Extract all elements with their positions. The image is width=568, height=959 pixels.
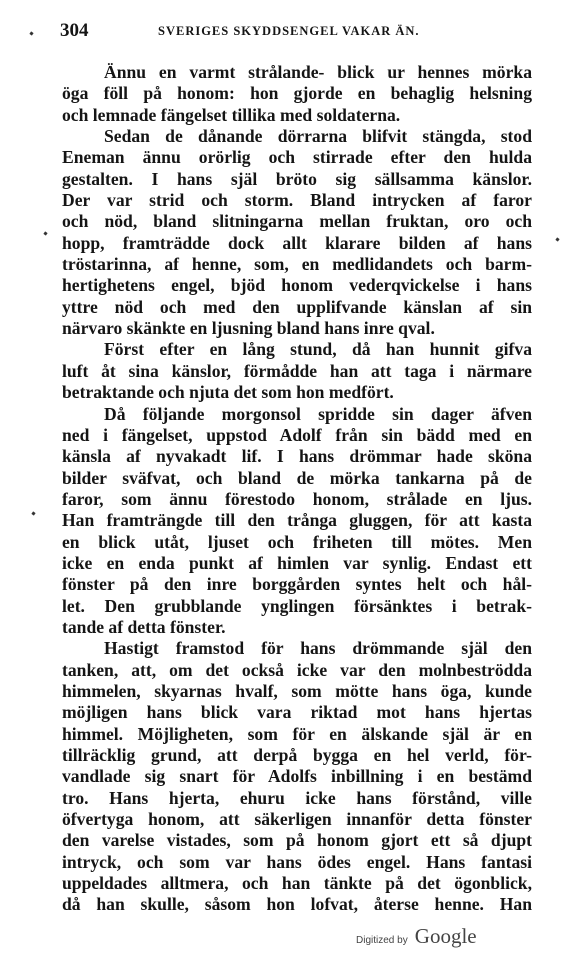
text-line: yttre nöd och med den upplifvande känslan af sin [62, 296, 532, 317]
text-line: Då följande morgonsol spridde sin dager äfven [104, 403, 532, 424]
text-line: Sedan de dånande dörrarna blifvit stängda, stod [104, 126, 532, 147]
text-line: intryck, och som var hans ödes engel. Hans fantasi [62, 851, 532, 872]
text-line: tanken, att, om det också icke var den molnbeströdda [62, 659, 532, 680]
text-line: en blick utåt, ljuset och friheten till mötes. Men [62, 531, 532, 552]
text-line: uppeldades alltmera, och han tänkte på det ögonblick, [62, 873, 532, 894]
text-line: och lemnade fängelset tillika med soldaterna. [62, 104, 401, 125]
text-line: tande af detta fönster. [62, 616, 226, 637]
text-line: bilder sväfvat, och bland de mörka tankarna på de [62, 467, 532, 488]
stray-mark [43, 231, 47, 235]
digitized-by-google [356, 924, 477, 948]
text-line: hertighetens engel, bjöd honom vederqvickelse i hans [62, 275, 532, 296]
body-text [62, 62, 532, 916]
running-head: SVERIGES SKYDDSENGEL VAKAR ÄN. [158, 24, 420, 38]
text-line: Hastigt framstod för hans drömmande själ den [104, 638, 532, 659]
text-line: Ännu en varmt strålande- blick ur hennes mörka [104, 62, 532, 82]
page-number: 304 [60, 20, 89, 41]
text-line: himmel. Möjligheten, som för en älskande själ är en [62, 723, 532, 744]
text-line: vandlade sig snart för Adolfs inbillning i en bestämd [62, 766, 532, 787]
stray-mark [31, 511, 35, 515]
text-line: den varelse vistades, som på honom gjort ett så djupt [62, 830, 532, 851]
text-line: gestalten. I hans själ bröto sig sällsamma känslor. [62, 168, 532, 189]
text-line: faror, som ännu förestodo honom, strålade en ljus. [62, 488, 532, 509]
text-line: känsla af nyvakadt lif. I hans drömmar hade sköna [62, 446, 532, 467]
text-line: hopp, framträdde dock allt klarare bilden af hans [62, 232, 532, 253]
text-line: tröstarinna, af henne, som, en medlidandets och barm- [62, 254, 532, 275]
text-line: då han skulle, såsom hon lofvat, återse henne. Han [62, 894, 532, 915]
text-line: betraktande och njuta det som hon medfört. [62, 382, 394, 403]
text-line: Eneman ännu orörlig och stirrade efter den hulda [62, 147, 532, 168]
text-line: tillräcklig grund, att derpå bygga en hel verld, för- [62, 745, 532, 765]
text-line: öfvertyga honom, att säkerligen innanför detta fönster [62, 809, 532, 830]
stray-mark [29, 31, 33, 35]
text-line: Der var strid och storm. Bland intrycken af faror [62, 190, 532, 211]
text-line: Han framträngde till den trånga gluggen, för att kasta [62, 510, 532, 531]
text-line: let. Den grubblande ynglingen försänktes i betrak- [62, 595, 532, 616]
text-line: ned i fängelset, uppstod Adolf från sin bädd med en [62, 424, 532, 445]
text-line: luft åt sina känslor, förmådde han att taga i närmare [62, 360, 532, 381]
text-line: himmelen, skyarnas hvalf, som mötte hans öga, kunde [62, 680, 532, 701]
text-line: fönster på den inre borggården syntes helt och hål- [62, 574, 532, 595]
text-line: närvaro skänkte en ljusning bland hans inre qval. [62, 318, 435, 339]
stray-mark [555, 237, 559, 241]
text-line: Först efter en lång stund, då han hunnit gifva [104, 339, 532, 360]
page-header [60, 20, 530, 46]
google-logo: Google [414, 924, 477, 948]
digitized-label: Digitized by [356, 935, 408, 946]
text-line: och nöd, bland slitningarna mellan fruktan, oro och [62, 211, 532, 232]
text-line: tro. Hans hjerta, ehuru icke hans förstånd, ville [62, 787, 532, 808]
text-line: icke en enda punkt af himlen var synlig. Endast ett [62, 552, 532, 573]
text-line: öga föll på honom: hon gjorde en behaglig helsning [62, 83, 532, 104]
text-line: möjligen hans blick vara riktad mot hans hjertas [62, 702, 532, 723]
